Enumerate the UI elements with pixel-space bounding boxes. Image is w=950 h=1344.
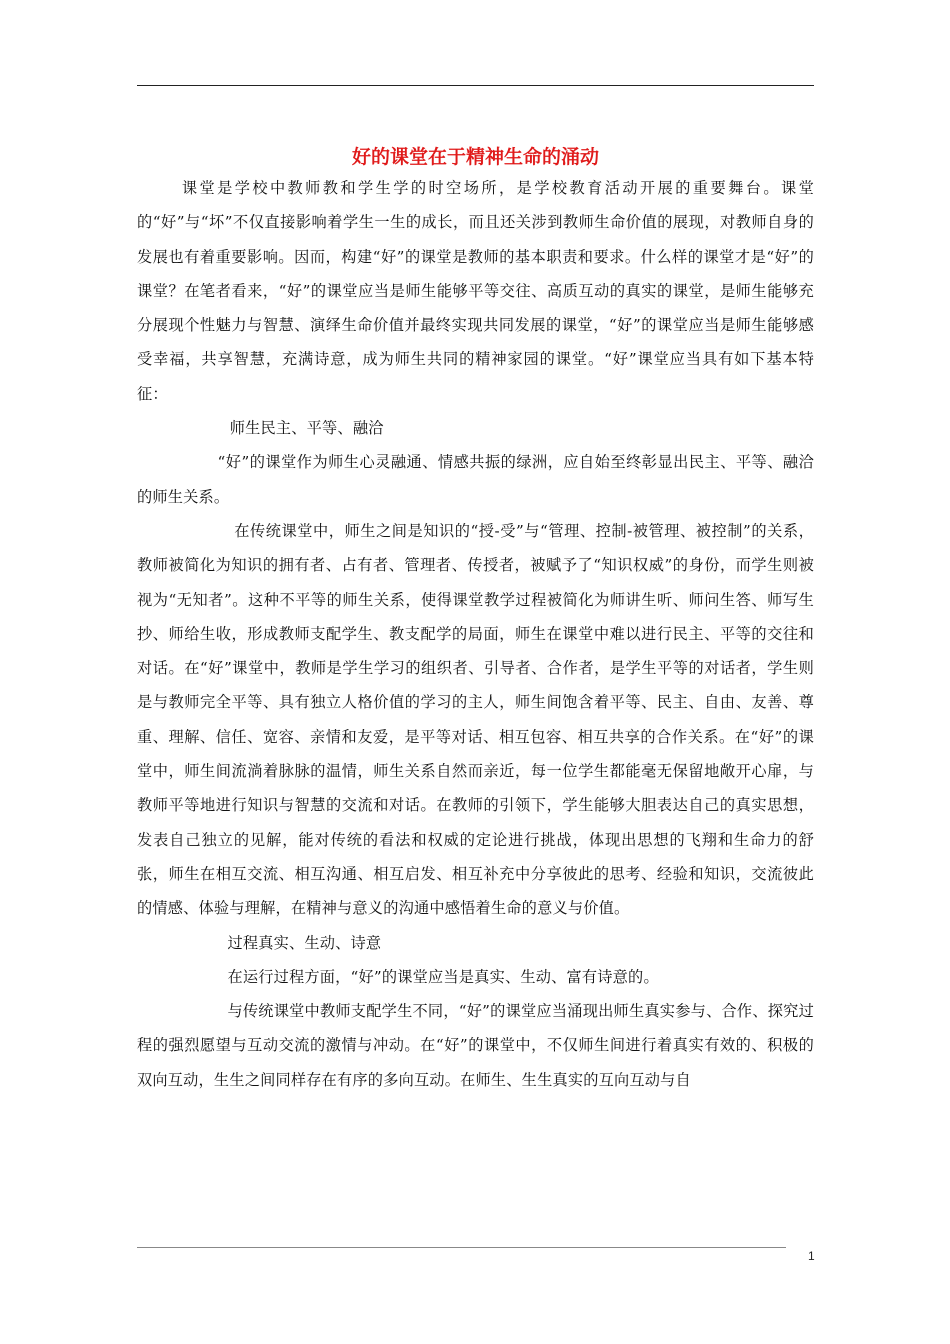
header-rule [137,85,814,86]
paragraph: 与传统课堂中教师支配学生不同，“好”的课堂应当涌现出师生真实参与、合作、探究过程的强烈愿望与互动交流的激情与冲动。在“好”的课堂中，不仅师生间进行着真实有效的、积极的双向互动，生生之间同样存在有序的多向互动。在师生、生生真实的互向互动与自 [137,1002,814,1089]
footer-rule [137,1247,786,1248]
document-title: 好的课堂在于精神生命的涌动 [351,146,599,168]
section-heading-1: 师生民主、平等、融洽 [229,419,384,438]
page-number: 1 [808,1249,815,1263]
paragraph: 在运行过程方面，“好”的课堂应当是真实、生动、富有诗意的。 [227,967,659,986]
paragraph: “好”的课堂作为师生心灵融通、情感共振的绿洲，应自始至终彰显出民主、平等、融洽的师生关系。 [137,453,814,506]
document-body [137,171,814,1097]
section-heading-2: 过程真实、生动、诗意 [227,933,382,952]
paragraph-intro: 课堂是学校中教师教和学生学的时空场所，是学校教育活动开展的重要舞台。课堂的“好”与“坏”不仅直接影响着学生一生的成长，而且还关涉到教师生命价值的展现，对教师自身的发展也有着重要影响。因而，构建“好”的课堂是教师的基本职责和要求。什么样的课堂才是“好”的课堂？在笔者看来，“好”的课堂应当是师生能够平等交往、高质互动的真实的课堂，是师生能够充分展现个性魅力与智慧、演绎生命价值并最终实现共同发展的课堂，“好”的课堂应当是师生能够感受幸福，共享智慧，充满诗意，成为师生共同的精神家园的课堂。“好”课堂应当具有如下基本特征： [137,179,814,403]
paragraph: 在传统课堂中，师生之间是知识的“授-受”与“管理、控制-被管理、被控制”的关系，教师被简化为知识的拥有者、占有者、管理者、传授者，被赋予了“知识权威”的身份，而学生则被视为“无知者”。这种不平等的师生关系，使得课堂教学过程被简化为师讲生听、师问生答、师写生抄、师给生收，形成教师支配学生、教支配学的局面，师生在课堂中难以进行民主、平等的交往和对话。在“好”课堂中，教师是学生学习的组织者、引导者、合作者，是学生平等的对话者，学生则是与教师完全平等、具有独立人格价值的学习的主人，师生间饱含着平等、民主、自由、友善、尊重、理解、信任、宽容、亲情和友爱，是平等对话、相互包容、相互共享的合作关系。在“好”的课堂中，师生间流淌着脉脉的温情，师生关系自然而亲近，每一位学生都能毫无保留地敞开心扉，与教师平等地进行知识与智慧的交流和对话。在教师的引领下，学生能够大胆表达自己的真实思想，发表自己独立的见解，能对传统的看法和权威的定论进行挑战，体现出思想的飞翔和生命力的舒张，师生在相互交流、相互沟通、相互启发、相互补充中分享彼此的思考、经验和知识，交流彼此的情感、体验与理解，在精神与意义的沟通中感悟着生命的意义与价值。 [137,521,814,918]
